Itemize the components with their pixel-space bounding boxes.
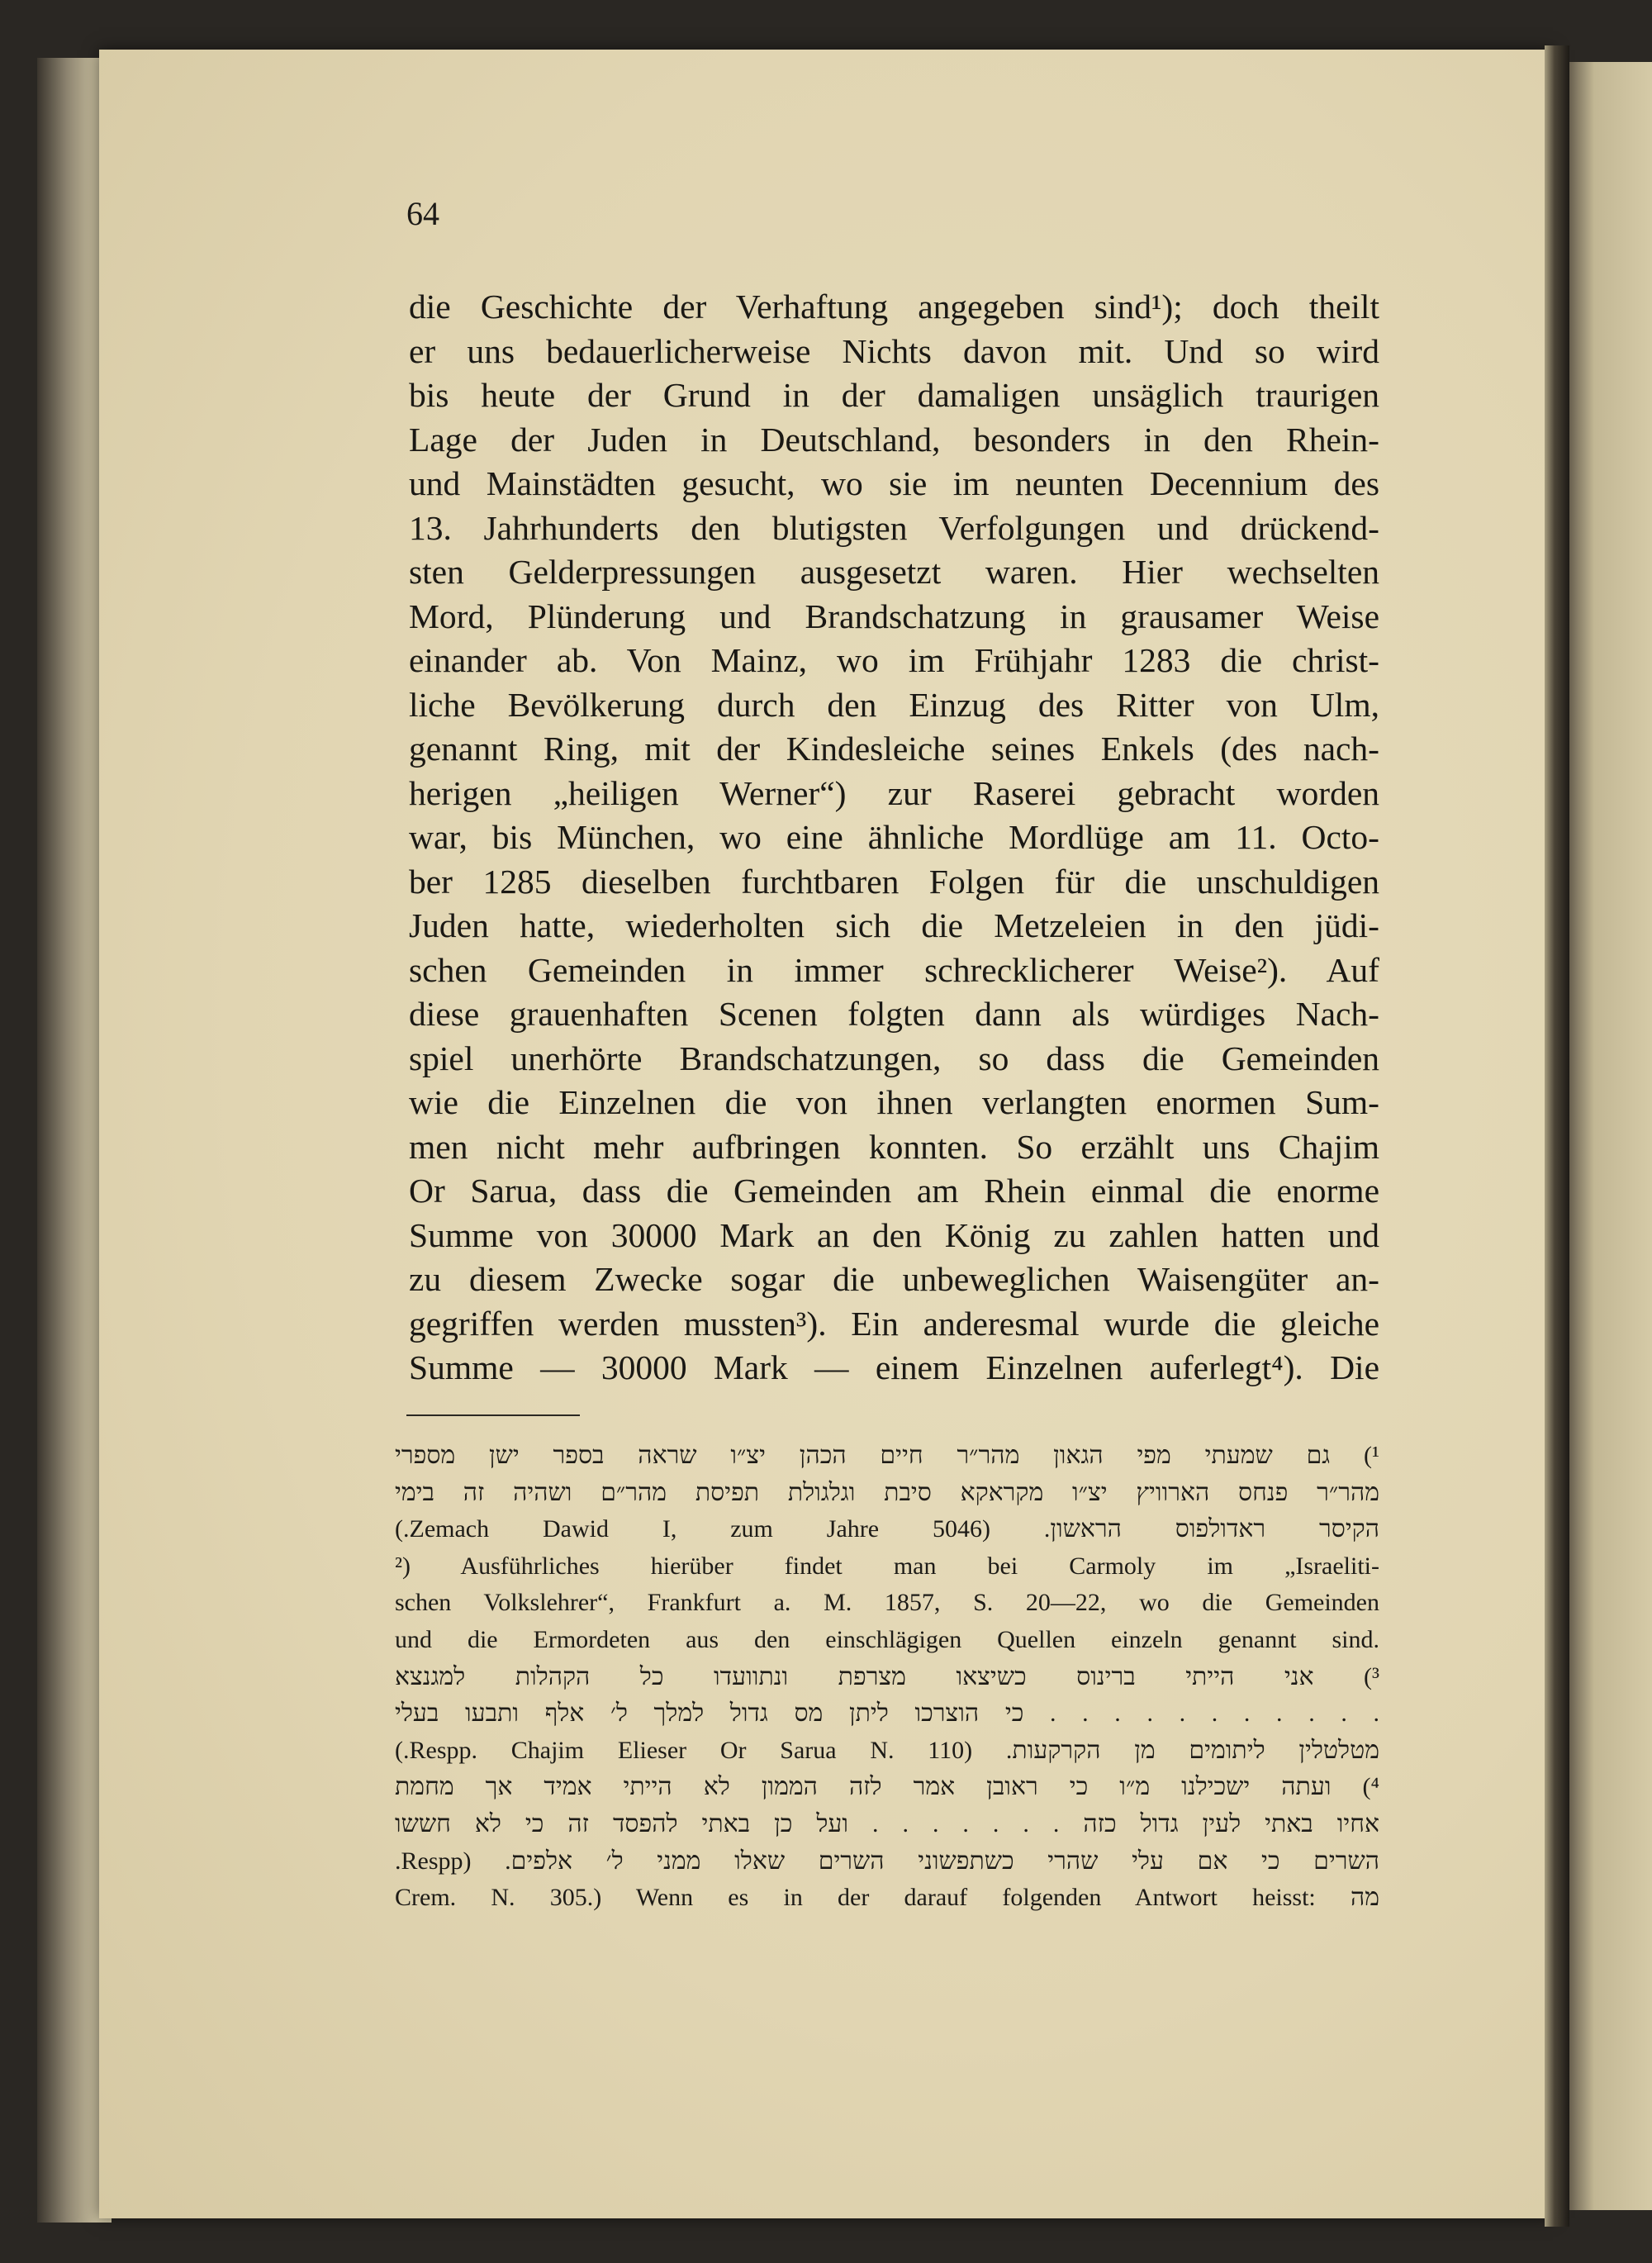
text-line: und Mainstädten gesucht, wo sie im neunten Decennium des (409, 464, 1379, 502)
text-line: Or Sarua, dass die Gemeinden am Rhein einmal die enorme (409, 1172, 1379, 1210)
footnote-line: מטלטלין ליתומים מן הקרקעות. (Respp. Chajim Elieser Or Sarua N. 110.) (395, 1736, 1379, 1764)
body-text (409, 285, 1379, 1391)
text-line: diese grauenhaften Scenen folgten dann als würdiges Nach- (409, 995, 1379, 1033)
footnote-line: schen Volkslehrer“, Frankfurt a. M. 1857, S. 20—22, wo die Gemeinden (395, 1589, 1379, 1617)
text-line: gegriffen werden mussten³). Ein anderesmal wurde die gleiche (409, 1304, 1379, 1343)
facing-page-edge (1569, 62, 1652, 2210)
text-line: Summe von 30000 Mark an den König zu zahlen hatten und (409, 1215, 1379, 1254)
book-spine-shadow (1545, 45, 1569, 2227)
footnote-line: ⁴) ועתה ישכילנו מ״ו כי ראובן אמר לזה הממון לא הייתי אמיד אך מחמת (395, 1773, 1379, 1801)
footnote-line: אחיו באתי לעין גדול כזה . . . . . . . ועל כן באתי להפסד זה כי לא חששו (395, 1809, 1379, 1837)
footnote-line: מהר״ר פנחס הארוויץ יצ״ו מקראקא סיבת וגלגולת תפיסת מהר״ם ושהיה זה בימי (395, 1478, 1379, 1506)
text-line: war, bis München, wo eine ähnliche Mordlüge am 11. Octo- (409, 818, 1379, 856)
text-line: die Geschichte der Verhaftung angegeben sind¹); doch theilt (409, 288, 1379, 326)
footnote-line: und die Ermordeten aus den einschlägigen Quellen einzeln genannt sind. (395, 1625, 1379, 1653)
footnote-divider (406, 1414, 580, 1416)
footnote-line: ²) Ausführliches hierüber findet man bei Carmoly im „Israeliti- (395, 1552, 1379, 1580)
page-number: 64 (406, 195, 439, 232)
footnote-line: הקיסר ראדולפוס הראשון. (Zemach Dawid I, zum Jahre 5046.) (395, 1515, 1379, 1543)
text-line: einander ab. Von Mainz, wo im Frühjahr 1283 die christ- (409, 641, 1379, 679)
footnote-line: ³) אני הייתי ברינוס כשיצאו מצרפת ונתוועדו כל הקהלות למגנצא (395, 1662, 1379, 1690)
footnote-line: ¹) גם שמעתי מפי הגאון מהר״ר חיים הכהן יצ״ו שראה בספר ישן מספרי (395, 1442, 1379, 1469)
text-line: herigen „heiligen Werner“) zur Raserei gebracht worden (409, 773, 1379, 812)
text-line: Juden hatte, wiederholten sich die Metzeleien in den jüdi- (409, 906, 1379, 944)
text-line: bis heute der Grund in der damaligen unsäglich traurigen (409, 376, 1379, 414)
text-line: wie die Einzelnen die von ihnen verlangten enormen Sum- (409, 1083, 1379, 1121)
text-line: ber 1285 dieselben furchtbaren Folgen für die unschuldigen (409, 862, 1379, 901)
text-line: Mord, Plünderung und Brandschatzung in grausamer Weise (409, 597, 1379, 635)
text-line: liche Bevölkerung durch den Einzug des Ritter von Ulm, (409, 685, 1379, 724)
footnotes (395, 1438, 1379, 1917)
footnote-line: השרים כי אם עלי שהרי כשתפשוני השרים שאלו ממני ל׳ אלפים. (Respp. (395, 1847, 1379, 1875)
text-line: spiel unerhörte Brandschatzungen, so dass die Gemeinden (409, 1039, 1379, 1077)
text-line: sten Gelderpressungen ausgesetzt waren. Hier wechselten (409, 553, 1379, 591)
text-line: er uns bedauerlicherweise Nichts davon mit. Und so wird (409, 331, 1379, 370)
text-line: 13. Jahrhunderts den blutigsten Verfolgungen und drückend- (409, 508, 1379, 547)
text-line: men nicht mehr aufbringen konnten. So erzählt uns Chajim (409, 1127, 1379, 1166)
text-line: Lage der Juden in Deutschland, besonders in den Rhein- (409, 420, 1379, 459)
text-line: Summe — 30000 Mark — einem Einzelnen auferlegt⁴). Die (409, 1348, 1379, 1386)
text-line: genannt Ring, mit der Kindesleiche seines Enkels (des nach- (409, 730, 1379, 768)
footnote-line: Crem. N. 305.) Wenn es in der darauf folgenden Antwort heisst: מה (395, 1884, 1379, 1912)
text-line: zu diesem Zwecke sogar die unbeweglichen Waisengüter an- (409, 1260, 1379, 1298)
text-line: schen Gemeinden in immer schrecklicherer Weise²). Auf (409, 950, 1379, 989)
footnote-line: . . . . . . . . . . . כי הוצרכו ליתן מס גדול למלך ל׳ אלף ותבעו בעלי (395, 1700, 1379, 1728)
